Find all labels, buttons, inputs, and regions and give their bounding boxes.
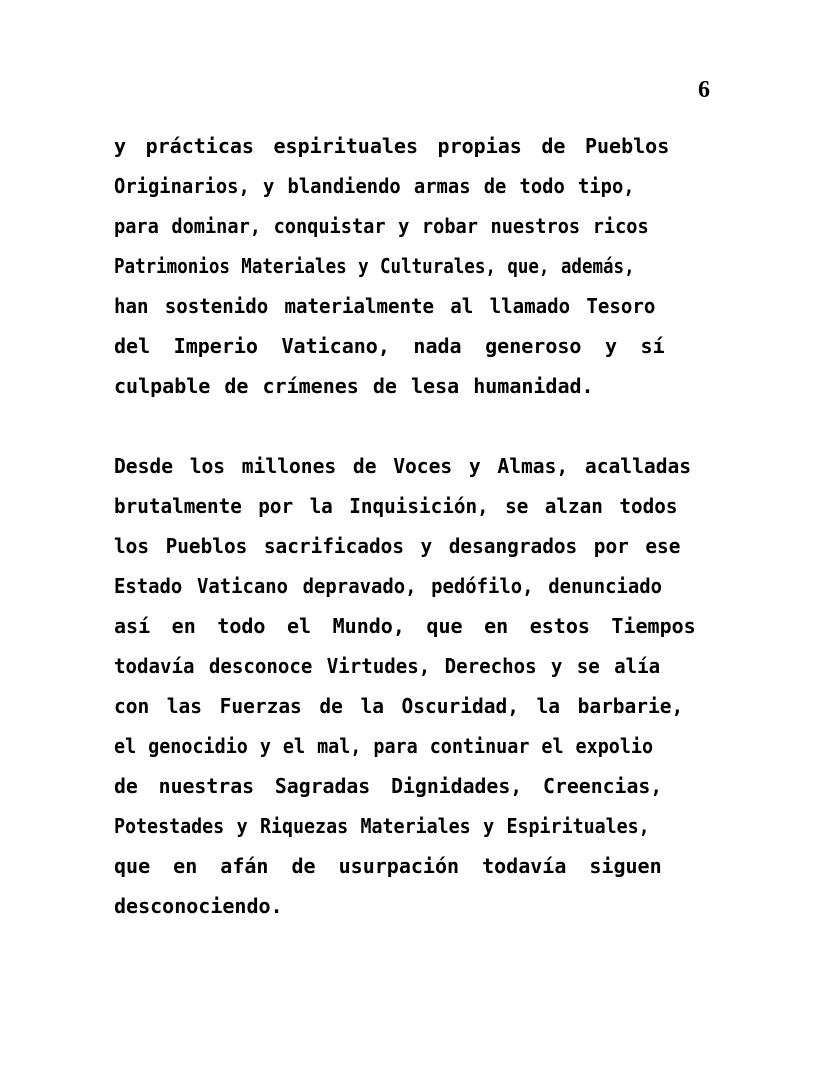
text-line: han sostenido materialmente al llamado Tesoro	[114, 294, 656, 318]
text-line: que en afán de usurpación todavía siguen	[114, 854, 662, 878]
text-line: Estado Vaticano depravado, pedófilo, denunciado	[114, 574, 663, 598]
text-line: desconociendo.	[114, 894, 283, 918]
text-line: culpable de crímenes de lesa humanidad.	[114, 374, 594, 398]
text-line: y prácticas espirituales propias de Pueblos	[114, 134, 670, 158]
text-line: brutalmente por la Inquisición, se alzan todos	[114, 494, 678, 518]
text-line: de nuestras Sagradas Dignidades, Creencias,	[114, 774, 663, 798]
page-number: 6	[698, 77, 710, 103]
text-line: así en todo el Mundo, que en estos Tiempos	[114, 614, 696, 638]
paragraph	[114, 126, 710, 406]
text-line: del Imperio Vaticano, nada generoso y sí	[114, 334, 665, 358]
text-line: todavía desconoce Virtudes, Derechos y se alía	[114, 654, 661, 678]
paragraph	[114, 446, 710, 926]
text-line: el genocidio y el mal, para continuar el expolio	[114, 734, 654, 758]
text-line: Patrimonios Materiales y Culturales, que, además,	[114, 254, 635, 278]
text-line: Desde los millones de Voces y Almas, acalladas	[114, 454, 692, 478]
body-text-block	[114, 126, 710, 926]
text-line: para dominar, conquistar y robar nuestros ricos	[114, 214, 649, 238]
text-line: Originarios, y blandiendo armas de todo tipo,	[114, 174, 635, 198]
text-line: con las Fuerzas de la Oscuridad, la barbarie,	[114, 694, 684, 718]
text-line: Potestades y Riquezas Materiales y Espirituales,	[114, 814, 650, 838]
text-line: los Pueblos sacrificados y desangrados por ese	[114, 534, 681, 558]
